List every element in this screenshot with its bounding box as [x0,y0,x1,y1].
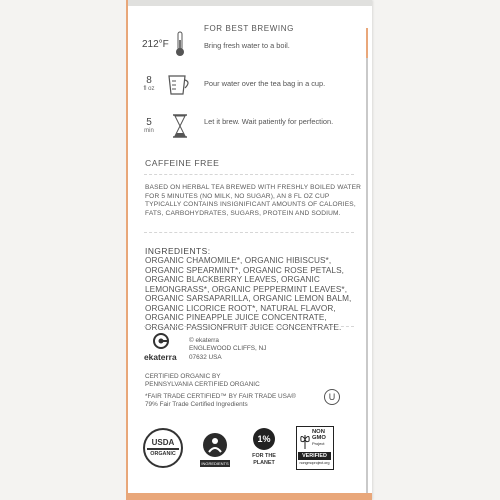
fairtrade-certification [145,393,345,410]
fairtrade-cert-line2: 79% Fair Trade Certified Ingredients [145,401,248,409]
thermometer-icon [172,30,188,58]
organic-certification [145,373,345,390]
divider-3 [144,326,354,327]
nongmo-top-text: NON [312,429,325,435]
tea-box-side-panel [128,0,372,500]
usda-bottom-text: ORGANIC [150,451,176,457]
kosher-symbol-icon: U [324,389,340,405]
right-edge-stripe [366,58,368,494]
ekaterra-logo-icon [152,332,170,350]
brew-step-steep [136,118,162,135]
fair-trade-mark-icon [200,432,230,460]
fair-trade-label: INGREDIENTS [201,461,229,466]
usda-organic-seal-icon [143,428,183,468]
step-temperature: 212°F [142,39,169,50]
nongmo-url-text: nongmoproject.org [299,461,330,465]
organic-cert-line2: PENNSYLVANIA CERTIFIED ORGANIC [145,381,260,389]
top-edge [128,0,372,6]
ekaterra-logo-text: ekaterra [144,352,177,362]
nongmo-butterfly-icon [299,429,311,451]
nongmo-project-text: Project [312,441,325,446]
planet-top-text: FOR THE [252,453,276,459]
ingredients-heading: INGREDIENTS: [145,246,211,256]
company-address [189,337,266,362]
nongmo-mid-text: GMO [312,435,326,441]
step-boil-text: Bring fresh water to a boil. [204,41,290,50]
one-percent-mark: 1% [253,428,275,450]
divider-2 [144,232,354,233]
fairtrade-cert-line1: *FAIR TRADE CERTIFIED™ BY FAIR TRADE USA® [145,393,296,400]
step-pour-text: Pour water over the tea bag in a cup. [204,79,326,88]
non-gmo-project-icon [296,426,334,470]
nongmo-verified-text: VERIFIED [298,452,331,460]
hourglass-icon [170,112,190,140]
brew-step-pour [136,76,162,93]
company-address-line1: ENGLEWOOD CLIFFS, NJ [189,345,267,353]
caffeine-free-label: CAFFEINE FREE [145,158,220,168]
step-time-unit: min [144,128,154,134]
measuring-cup-icon [166,72,192,98]
divider-1 [144,174,354,175]
usda-band [147,448,179,450]
step-volume: 8 [146,75,152,86]
bottom-accent-bar [128,493,372,500]
step-volume-unit: fl oz [143,86,155,92]
brew-step-boil [142,40,168,50]
organic-cert-line1: CERTIFIED ORGANIC BY [145,373,221,380]
company-copyright: © ekaterra [189,337,219,344]
right-accent-stripe-top [366,28,368,58]
one-percent-planet-icon [246,428,282,468]
ingredients-list: ORGANIC CHAMOMILE*, ORGANIC HIBISCUS*, ORGANIC SPEARMINT*, ORGANIC ROSE PETALS, ORGANIC BLACKBERRY LEAVES, ORGANIC LEMONGRASS*, ORGANIC PEPPERMINT LEAVES*, ORGANIC SARSAPARILLA, ORGANIC LEMON BALM, ORGANIC LICORICE ROOT*, NATURAL FLAVOR, ORGANIC PINEAPPLE JUICE CONCENTRATE, ORGANIC PASSIONFRUIT JUICE CONCENTRATE. [145,256,352,332]
usda-top-text: USDA [151,438,175,447]
fair-trade-seal-icon [200,432,230,468]
brewing-title: FOR BEST BREWING [204,24,294,33]
step-time: 5 [146,117,152,128]
company-address-line2: 07632 USA [189,353,222,361]
planet-bottom-text: PLANET [253,460,275,466]
step-steep-text: Let it brew. Wait patiently for perfection. [204,117,334,126]
nutrition-note: BASED ON HERBAL TEA BREWED WITH FRESHLY BOILED WATER FOR 5 MINUTES (NO MILK, NO SUGAR), AN 8 FL OZ CUP TYPICALLY CONTAINS INSIGNIFICANT AMOUNTS OF CALORIES, FATS, CARBOHYDRATES, SUGARS, PROTEIN AND SODIUM. [145,184,362,217]
